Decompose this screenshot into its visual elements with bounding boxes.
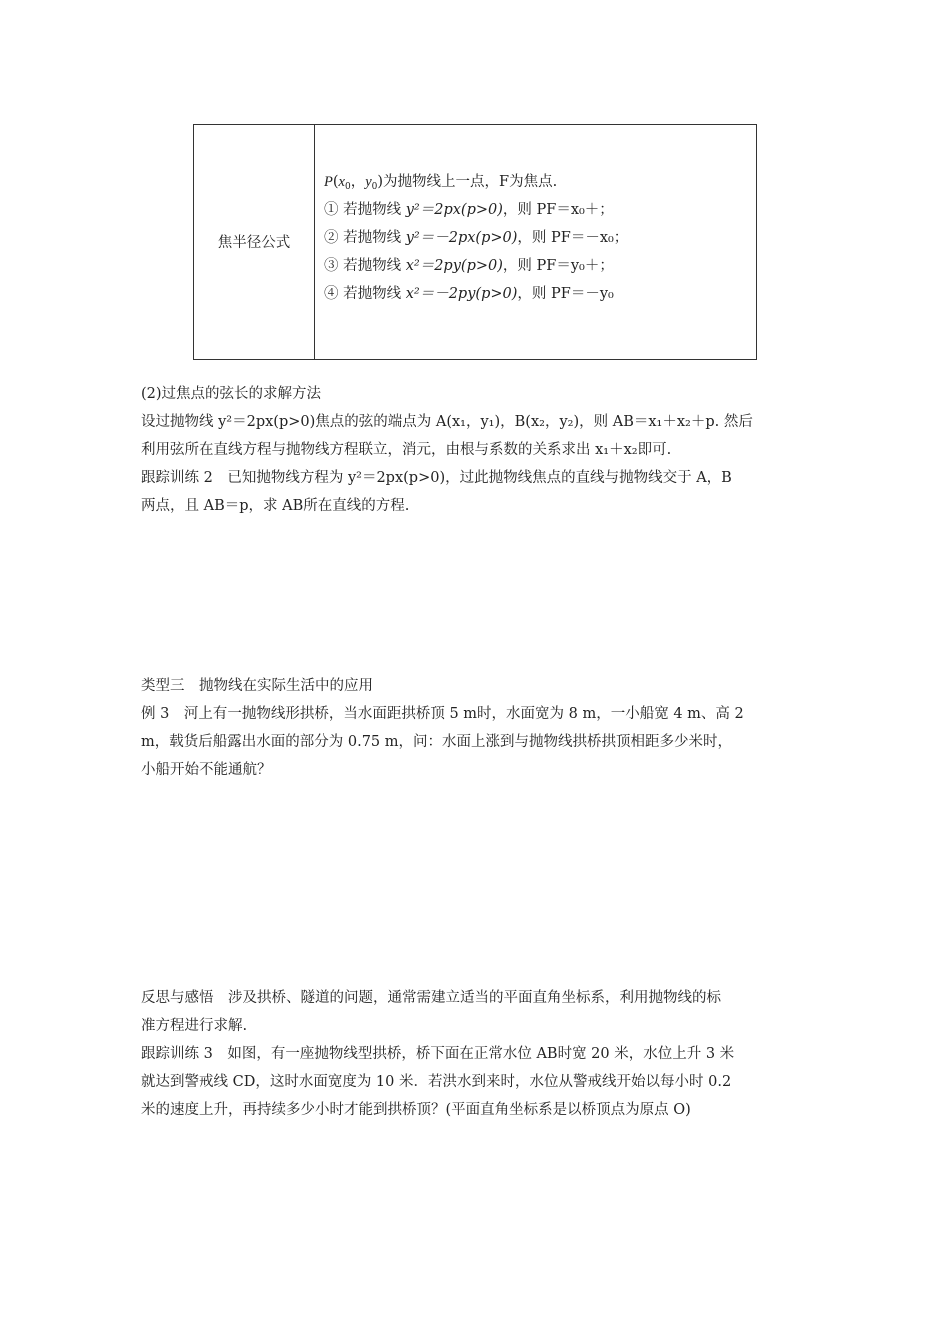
table-row-3 — [324, 256, 614, 276]
exercise3-line2: 就达到警戒线 CD，这时水面宽度为 10 米．若洪水到来时，水位从警戒线开始以每小时 0.2 — [141, 1074, 732, 1090]
section2-paragraph-line2: 利用弦所在直线方程与抛物线方程联立，消元，由根与系数的关系求出 x₁＋x₂即可. — [141, 442, 672, 458]
section2-heading: (2)过焦点的弦长的求解方法 — [141, 386, 322, 402]
formula-table — [193, 124, 757, 360]
row-number: ④ — [324, 286, 339, 302]
row-number: ① — [324, 202, 339, 218]
row-result: ，则 PF＝y₀＋； — [502, 258, 614, 274]
table-row-1 — [324, 200, 614, 220]
row-result: ，则 PF＝－y₀ — [517, 286, 614, 302]
row-prefix: 若抛物线 — [343, 230, 402, 246]
row-number: ② — [324, 230, 339, 246]
exercise2-line1: 跟踪训练 2 已知抛物线方程为 y²＝2px(p>0)，过此抛物线焦点的直线与抛物线交于 A，B — [141, 470, 732, 486]
table-label: 焦半径公式 — [217, 235, 291, 251]
exercise2-line2: 两点，且 AB＝p，求 AB所在直线的方程. — [141, 498, 410, 514]
section2-paragraph-line1: 设过抛物线 y²＝2px(p>0)焦点的弦的端点为 A(x₁，y₁)，B(x₂，y₂)，则 AB＝x₁＋x₂＋p. 然后 — [141, 414, 753, 430]
row-prefix: 若抛物线 — [343, 286, 402, 302]
table-row-2 — [324, 228, 628, 248]
exercise3-line1: 跟踪训练 3 如图，有一座抛物线型拱桥，桥下面在正常水位 AB时宽 20 米，水位上升 3 米 — [141, 1046, 735, 1062]
row-result: ，则 PF＝x₀＋； — [502, 202, 614, 218]
table-intro-row: $P(x_0$，$y_0$)为抛物线上一点，F为焦点. — [324, 174, 558, 192]
type3-heading: 类型三 抛物线在实际生活中的应用 — [141, 678, 373, 694]
reflection-line1: 反思与感悟 涉及拱桥、隧道的问题，通常需建立适当的平面直角坐标系，利用抛物线的标 — [141, 990, 721, 1006]
row-prefix: 若抛物线 — [343, 258, 402, 274]
row-prefix: 若抛物线 — [343, 202, 402, 218]
table-divider — [314, 125, 315, 359]
reflection-line2: 准方程进行求解. — [141, 1018, 248, 1034]
example3-line1: 例 3 河上有一抛物线形拱桥，当水面距拱桥顶 5 m时，水面宽为 8 m，一小船宽 4 m、高 2 — [141, 706, 744, 722]
row-equation: y²＝－2px(p>0) — [405, 230, 518, 246]
row-equation: y²＝2px(p>0) — [405, 202, 503, 218]
row-equation: x²＝2py(p>0) — [405, 258, 503, 274]
example3-line3: 小船开始不能通航？ — [141, 762, 272, 778]
table-intro-text: 为抛物线上一点，F为焦点. — [383, 174, 558, 190]
row-number: ③ — [324, 258, 339, 274]
row-result: ，则 PF＝－x₀； — [517, 230, 629, 246]
row-equation: x²＝－2py(p>0) — [405, 286, 518, 302]
exercise3-line3: 米的速度上升，再持续多少小时才能到拱桥顶？(平面直角坐标系是以桥顶点为原点 O) — [141, 1102, 691, 1118]
table-row-4 — [324, 284, 614, 304]
example3-line2: m，载货后船露出水面的部分为 0.75 m，问：水面上涨到与抛物线拱桥拱顶相距多少米时， — [141, 734, 732, 750]
